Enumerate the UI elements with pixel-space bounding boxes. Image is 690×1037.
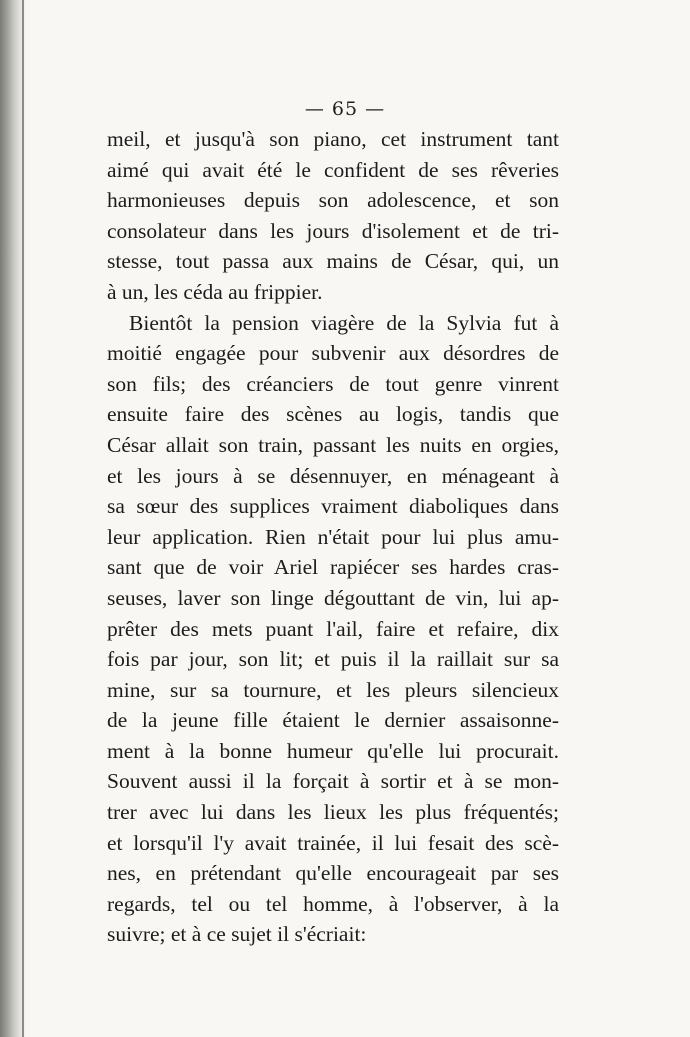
text-line: à un, les céda au frippier.	[107, 279, 323, 304]
text-line: fois par jour, son lit; et puis il la raillait sur sa	[107, 647, 559, 672]
text-line: ment à la bonne humeur qu'elle lui procurait.	[107, 738, 559, 763]
text-line: mine, sur sa tournure, et les pleurs silencieux	[107, 677, 559, 702]
text-line: regards, tel ou tel homme, à l'observer, à la	[107, 891, 559, 916]
text-line: Souvent aussi il la forçait à sortir et à se mon-	[107, 769, 559, 794]
text-line: aimé qui avait été le confident de ses rêveries	[107, 157, 559, 182]
text-line: nes, en prétendant qu'elle encourageait par ses	[107, 861, 559, 886]
text-line: meil, et jusqu'à son piano, cet instrument tant	[107, 127, 559, 151]
text-line: leur application. Rien n'était pour lui plus amu-	[107, 524, 559, 549]
text-line: Bientôt la pension viagère de la Sylvia fut à	[129, 310, 559, 335]
text-line: son fils; des créanciers de tout genre vinrent	[107, 371, 559, 396]
text-line: consolateur dans les jours d'isolement et de tri-	[107, 218, 559, 243]
text-line: seuses, laver son linge dégouttant de vin, lui ap-	[107, 585, 559, 610]
text-line: sa sœur des supplices vraiment diaboliques dans	[107, 494, 559, 519]
text-line: stesse, tout passa aux mains de César, qui, un	[107, 249, 559, 274]
text-line: harmonieuses depuis son adolescence, et son	[107, 188, 559, 213]
text-line: et lorsqu'il l'y avait trainée, il lui fesait des scè-	[107, 830, 559, 855]
text-line: et les jours à se désennuyer, en ménageant à	[107, 463, 559, 488]
body-text	[107, 124, 559, 950]
text-line: prêter des mets puant l'ail, faire et refaire, dix	[107, 616, 559, 641]
text-line: moitié engagée pour subvenir aux désordres de	[107, 341, 559, 366]
page-number: — 65 —	[304, 98, 386, 120]
text-line: trer avec lui dans les lieux les plus fréquentés;	[107, 800, 559, 825]
text-line: sant que de voir Ariel rapiécer ses hardes cras-	[107, 555, 559, 580]
page-edge-line	[22, 0, 24, 1037]
text-line: ensuite faire des scènes au logis, tandis que	[107, 402, 559, 427]
text-line: César allait son train, passant les nuits en orgies,	[107, 432, 559, 457]
text-line: suivre; et à ce sujet il s'écriait:	[107, 922, 367, 947]
text-line: de la jeune fille étaient le dernier assaisonne-	[107, 708, 559, 733]
